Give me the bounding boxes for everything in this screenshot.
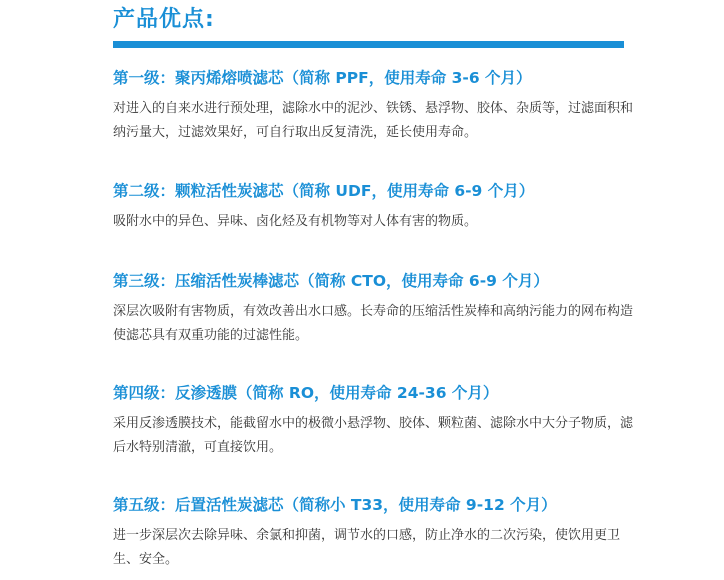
filter-stage-4	[113, 383, 633, 460]
stage-description: 深层次吸附有害物质，有效改善出水口感。长寿命的压缩活性炭棒和高纳污能力的网布构造使滤芯具有双重功能的过滤性能。	[113, 304, 634, 343]
title-divider	[113, 41, 624, 48]
stage-heading: 第一级：聚丙烯熔喷滤芯（简称 PPF，使用寿命 3-6 个月）	[113, 69, 532, 87]
filter-stage-1	[113, 68, 633, 145]
filter-stage-3	[113, 271, 633, 348]
stage-description: 吸附水中的异色、异味、卤化烃及有机物等对人体有害的物质。	[113, 214, 478, 229]
filter-stage-5	[113, 495, 633, 572]
stage-description: 进一步深层次去除异味、余氯和抑菌，调节水的口感，防止净水的二次污染，使饮用更卫生、安全。	[113, 528, 621, 567]
stage-description: 对进入的自来水进行预处理，滤除水中的泥沙、铁锈、悬浮物、胶体、杂质等，过滤面积和纳污量大，过滤效果好，可自行取出反复清洗，延长使用寿命。	[113, 101, 634, 140]
stage-description: 采用反渗透膜技术，能截留水中的极微小悬浮物、胶体、颗粒菌、滤除水中大分子物质，滤后水特别清澈，可直接饮用。	[113, 416, 634, 455]
stage-heading: 第二级：颗粒活性炭滤芯（简称 UDF，使用寿命 6-9 个月）	[113, 182, 535, 200]
page-title: 产品优点:	[113, 7, 215, 32]
stage-heading: 第三级：压缩活性炭棒滤芯（简称 CTO，使用寿命 6-9 个月）	[113, 272, 549, 290]
stage-heading: 第四级：反渗透膜（简称 RO，使用寿命 24-36 个月）	[113, 384, 499, 402]
stage-heading: 第五级：后置活性炭滤芯（简称小 T33，使用寿命 9-12 个月）	[113, 496, 557, 514]
filter-stage-2	[113, 181, 633, 234]
